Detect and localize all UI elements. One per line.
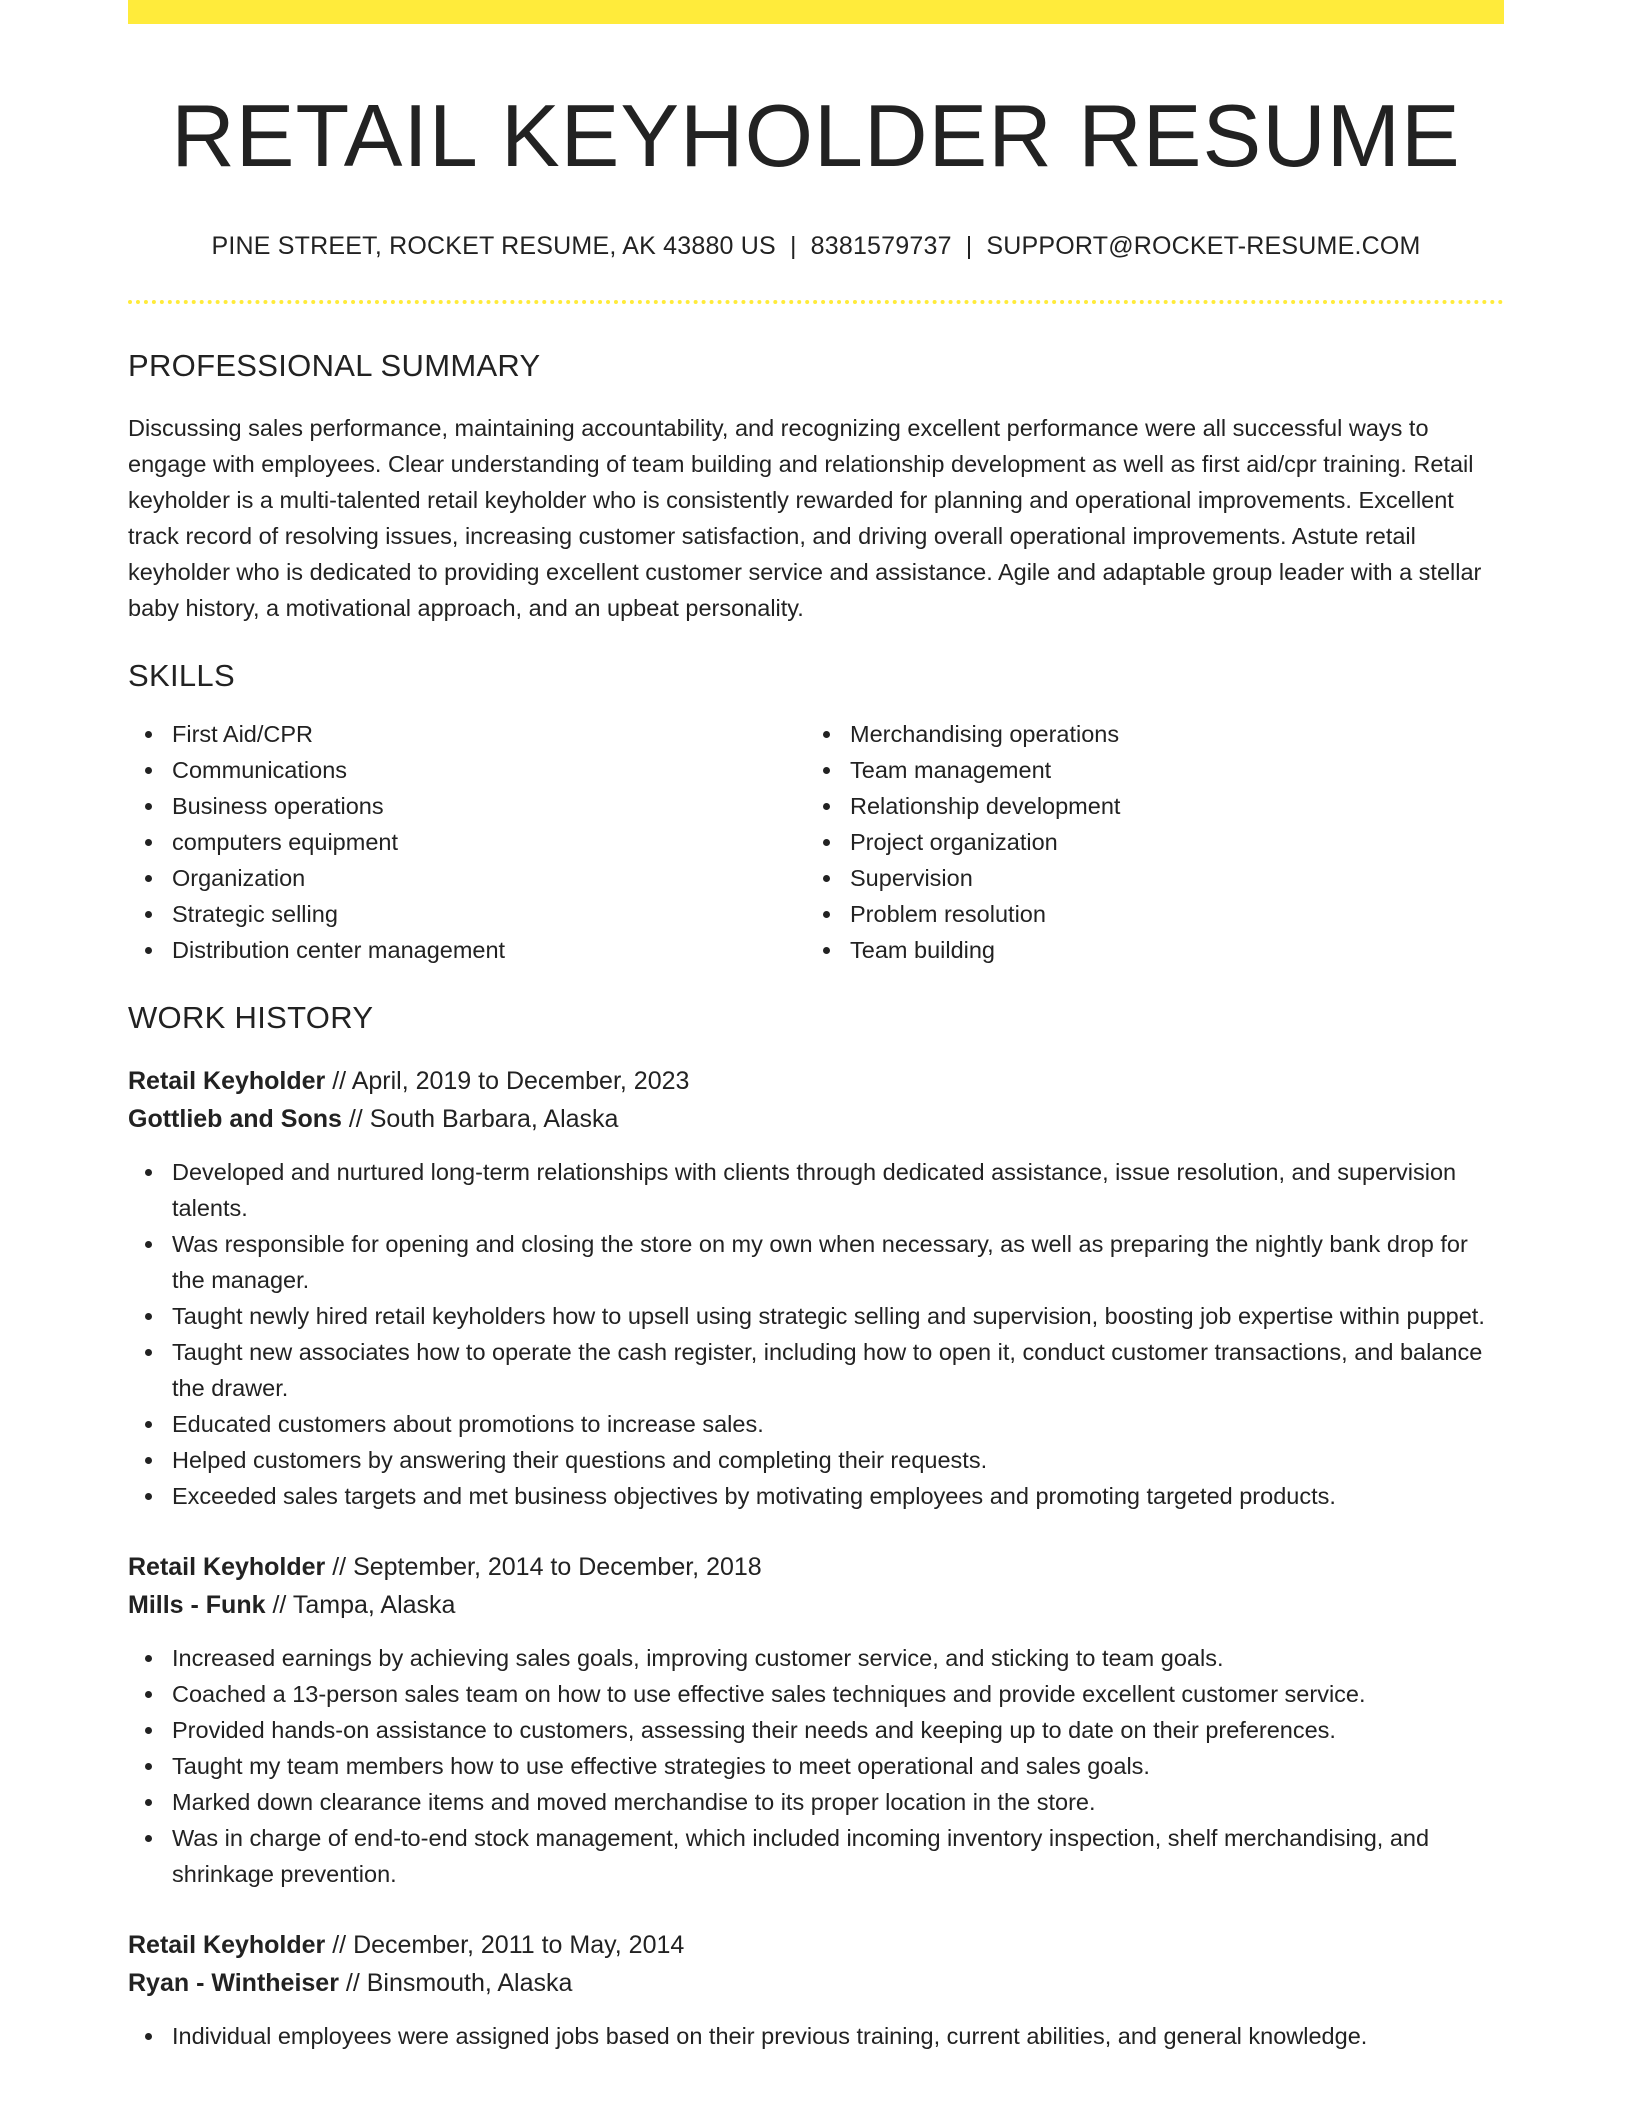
job-bullets	[128, 1640, 1504, 1892]
job-company-line	[128, 1586, 1504, 1624]
skill-item: Project organization	[806, 824, 1484, 860]
job-location: // Binsmouth, Alaska	[345, 1969, 573, 1997]
job-bullet: Educated customers about promotions to increase sales.	[128, 1406, 1504, 1442]
contact-separator: |	[965, 232, 973, 260]
dotted-divider	[128, 300, 1504, 304]
skill-item: Supervision	[806, 860, 1484, 896]
job-role-line	[128, 1926, 1504, 1964]
job-bullet: Marked down clearance items and moved merchandise to its proper location in the store.	[128, 1784, 1504, 1820]
job-company-line	[128, 1964, 1504, 2002]
skills-heading: SKILLS	[128, 658, 235, 693]
job-bullet: Was responsible for opening and closing the store on my own when necessary, as well as preparing the nightly bank drop for the manager.	[128, 1226, 1504, 1298]
job-bullet: Taught new associates how to operate the cash register, including how to open it, conduct customer transactions, and balance the drawer.	[128, 1334, 1504, 1406]
job-bullet: Provided hands-on assistance to customers, assessing their needs and keeping up to date on their preferences.	[128, 1712, 1504, 1748]
skills-column-right	[806, 716, 1484, 968]
job-role: Retail Keyholder	[128, 1931, 326, 1959]
job-bullet: Increased earnings by achieving sales goals, improving customer service, and sticking to team goals.	[128, 1640, 1504, 1676]
job-bullet: Taught newly hired retail keyholders how to upsell using strategic selling and supervision, boosting job expertise within puppet.	[128, 1298, 1504, 1334]
job-dates: // December, 2011 to May, 2014	[332, 1931, 685, 1959]
top-accent-bar	[128, 0, 1504, 24]
job-company: Ryan - Wintheiser	[128, 1969, 339, 1997]
skill-item: First Aid/CPR	[128, 716, 806, 752]
job-location: // Tampa, Alaska	[272, 1591, 456, 1619]
job-role-line	[128, 1548, 1504, 1586]
summary-text: Discussing sales performance, maintaining accountability, and recognizing excellent performance were all successful ways to engage with employees. Clear understanding of team building and relationship development as well as first aid/cpr training. Retail keyholder is a multi-talented retail keyholder who is consistently rewarded for planning and operational improvements. Excellent track record of resolving issues, increasing customer satisfaction, and driving overall operational improvements. Astute retail keyholder who is dedicated to providing excellent customer service and assistance. Agile and adaptable group leader with a stellar baby history, a motivational approach, and an upbeat personality.	[128, 415, 1482, 621]
contact-line	[128, 230, 1504, 262]
job-bullet: Developed and nurtured long-term relationships with clients through dedicated assistance, issue resolution, and supervision talents.	[128, 1154, 1504, 1226]
job-role: Retail Keyholder	[128, 1067, 326, 1095]
skill-item: Strategic selling	[128, 896, 806, 932]
resume-page	[128, 0, 1504, 2054]
skill-item: Relationship development	[806, 788, 1484, 824]
skill-item: Team building	[806, 932, 1484, 968]
skill-item: Distribution center management	[128, 932, 806, 968]
contact-email: SUPPORT@ROCKET-RESUME.COM	[986, 232, 1421, 260]
job-bullet: Exceeded sales targets and met business objectives by motivating employees and promoting targeted products.	[128, 1478, 1504, 1514]
contact-phone: 8381579737	[810, 232, 952, 260]
skill-item: Merchandising operations	[806, 716, 1484, 752]
job-bullets	[128, 1154, 1504, 1514]
skills-column-left	[128, 716, 806, 968]
job-company: Mills - Funk	[128, 1591, 266, 1619]
job-location: // South Barbara, Alaska	[348, 1105, 619, 1133]
job-bullet: Individual employees were assigned jobs based on their previous training, current abilities, and general knowledge.	[128, 2018, 1504, 2054]
contact-address: PINE STREET, ROCKET RESUME, AK 43880 US	[211, 232, 776, 260]
job-entry	[128, 1926, 1504, 2054]
job-dates: // September, 2014 to December, 2018	[332, 1553, 762, 1581]
job-bullet: Was in charge of end-to-end stock management, which included incoming inventory inspection, shelf merchandising, and shrinkage prevention.	[128, 1820, 1504, 1892]
job-company-line	[128, 1100, 1504, 1138]
job-bullet: Coached a 13-person sales team on how to use effective sales techniques and provide excellent customer service.	[128, 1676, 1504, 1712]
job-company: Gottlieb and Sons	[128, 1105, 342, 1133]
job-dates: // April, 2019 to December, 2023	[332, 1067, 690, 1095]
job-bullets	[128, 2018, 1504, 2054]
job-entry	[128, 1548, 1504, 1892]
skill-item: computers equipment	[128, 824, 806, 860]
skills-list	[128, 716, 1504, 968]
resume-title: RETAIL KEYHOLDER RESUME	[171, 86, 1461, 185]
job-bullet: Taught my team members how to use effective strategies to meet operational and sales goals.	[128, 1748, 1504, 1784]
skill-item: Team management	[806, 752, 1484, 788]
job-bullet: Helped customers by answering their questions and completing their requests.	[128, 1442, 1504, 1478]
job-role: Retail Keyholder	[128, 1553, 326, 1581]
contact-separator: |	[789, 232, 797, 260]
skill-item: Problem resolution	[806, 896, 1484, 932]
skill-item: Organization	[128, 860, 806, 896]
job-role-line	[128, 1062, 1504, 1100]
job-entry	[128, 1062, 1504, 1514]
skill-item: Business operations	[128, 788, 806, 824]
summary-heading: PROFESSIONAL SUMMARY	[128, 348, 541, 383]
skill-item: Communications	[128, 752, 806, 788]
work-history-heading: WORK HISTORY	[128, 1000, 374, 1035]
